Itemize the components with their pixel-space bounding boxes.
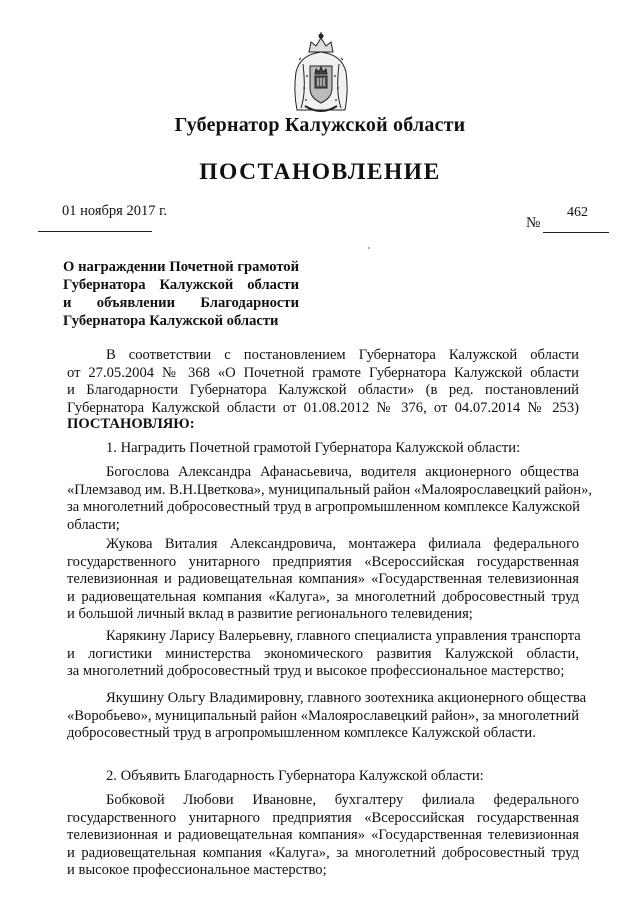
document-date: 01 ноября 2017 г. <box>62 203 168 219</box>
number-sign: № <box>526 215 541 231</box>
paragraph-line: Жукова Виталия Александровича, монтажера филиала федерального <box>106 536 579 552</box>
document-number: 462 <box>567 205 588 220</box>
paragraph-line: за многолетний добросовестный труд и высокое профессиональное мастерство; <box>67 663 565 679</box>
paragraph-line: «Воробьево», муниципальный район «Малоярославецкий район», за многолетний <box>67 707 580 724</box>
paragraph-line: добросовестный труд в агропромышленном комплексе Калужской области. <box>67 725 536 741</box>
decree-word: ПОСТАНОВЛЯЮ: <box>67 416 195 432</box>
paragraph-line: Якушину Ольгу Владимировну, главного зоотехника акционерного общества <box>106 690 587 706</box>
number-underline <box>543 232 609 233</box>
paragraph-line: Богослова Александра Афанасьевича, водителя акционерного общества <box>106 464 579 480</box>
coat-of-arms-icon <box>291 30 351 118</box>
preamble-line: Губернатора Калужской области от 01.08.2012 № 376, от 04.07.2014 № 253) <box>67 399 579 416</box>
subject-line: О награждении Почетной грамотой <box>63 259 299 275</box>
paragraph-line: за многолетний добросовестный труд в агропромышленном комплексе Калужской <box>67 499 580 515</box>
preamble-line: и Благодарности Губернатора Калужской области» (в ред. постановлений <box>67 382 579 398</box>
document-type-title: ПОСТАНОВЛЕНИЕ <box>199 159 441 185</box>
paragraph-line: и логистики министерства экономического развития Калужской области, <box>67 645 579 662</box>
preamble-line: от 27.05.2004 № 368 «О Почетной грамоте Губернатора Калужской области <box>67 364 579 381</box>
issuing-authority: Губернатор Калужской области <box>174 114 466 136</box>
paragraph-line: и большой личный вклад в развитие регионального телевидения; <box>67 606 473 622</box>
preamble-line: В соответствии с постановлением Губернатора Калужской области <box>106 347 579 363</box>
paragraph-line: государственного унитарного предприятия «Всероссийская государственная <box>67 809 579 826</box>
paragraph-line: Карякину Ларису Валерьевну, главного специалиста управления транспорта <box>106 628 581 644</box>
document-subject <box>63 258 299 330</box>
paragraph-line: телевизионная и радиовещательная компания» «Государственная телевизионная <box>67 827 579 843</box>
paragraph-line: государственного унитарного предприятия «Всероссийская государственная <box>67 553 579 570</box>
paragraph-line: телевизионная и радиовещательная компания» «Государственная телевизионная <box>67 571 579 587</box>
subject-line: Губернатора Калужской области <box>63 313 279 329</box>
paragraph-line: Бобковой Любови Ивановне, бухгалтеру филиала федерального <box>106 792 579 808</box>
item-1-heading: 1. Наградить Почетной грамотой Губернатора Калужской области: <box>106 440 521 456</box>
subject-line: Губернатора Калужской области <box>63 277 299 293</box>
paragraph-line: области; <box>67 516 120 533</box>
paragraph-line: «Племзавод им. В.Н.Цветкова», муниципальный район «Малоярославецкий район», <box>67 481 593 498</box>
date-underline <box>38 231 152 232</box>
subject-line: и объявлении Благодарности <box>63 295 299 311</box>
paragraph-line: и радиовещательная компания «Калуга», за многолетний добросовестный труд <box>67 844 579 861</box>
paragraph-line: и высокое профессиональное мастерство; <box>67 862 327 878</box>
item-2-heading: 2. Объявить Благодарность Губернатора Калужской области: <box>106 768 484 784</box>
scan-speck <box>368 247 370 249</box>
paragraph-line: и радиовещательная компания «Калуга», за многолетний добросовестный труд <box>67 588 579 605</box>
